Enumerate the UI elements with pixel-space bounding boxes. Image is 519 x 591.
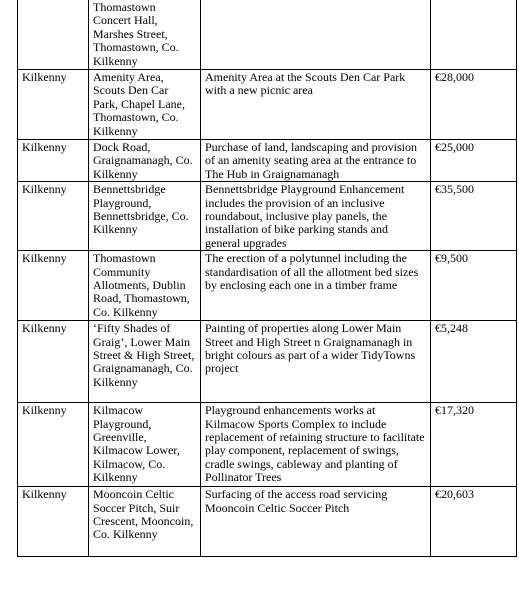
county-cell: Kilkenny (18, 321, 89, 403)
location-cell: Amenity Area, Scouts Den Car Park, Chapel Lane, Thomastown, Co. Kilkenny (89, 70, 201, 140)
description-cell: Bennettsbridge Playground Enhancement includes the provision of an inclusive roundabout, inclusive play panels, the installation of bike parking stands and general upgrades (201, 182, 431, 251)
county-cell (18, 0, 89, 70)
amount-cell: €17,320 (431, 403, 517, 487)
amount-cell: €35,500 (431, 182, 517, 251)
description-cell: Painting of properties along Lower Main Street and High Street n Graignamanagh in bright colours as part of a wider TidyTowns project (201, 321, 431, 403)
location-cell: Mooncoin Celtic Soccer Pitch, Suir Crescent, Mooncoin, Co. Kilkenny (89, 487, 201, 557)
location-cell: Dock Road, Graignamanagh, Co. Kilkenny (89, 140, 201, 182)
table-row (18, 70, 517, 140)
description-cell: Playground enhancements works at Kilmacow Sports Complex to include replacement of retaining structure to facilitate play component, replacement of swings, cradle swings, cableway and planting of Pollinator Trees (201, 403, 431, 487)
table-row (18, 403, 517, 487)
description-cell: Amenity Area at the Scouts Den Car Park with a new picnic area (201, 70, 431, 140)
description-cell (201, 0, 431, 70)
projects-table (17, 0, 517, 557)
description-cell: Purchase of land, landscaping and provision of an amenity seating area at the entrance to The Hub in Graignamanagh (201, 140, 431, 182)
description-cell: Surfacing of the access road servicing Mooncoin Celtic Soccer Pitch (201, 487, 431, 557)
county-cell: Kilkenny (18, 182, 89, 251)
table-row (18, 251, 517, 321)
county-cell: Kilkenny (18, 140, 89, 182)
table-row (18, 487, 517, 557)
amount-cell: €5,248 (431, 321, 517, 403)
table-row (18, 182, 517, 251)
table-row (18, 321, 517, 403)
amount-cell: €9,500 (431, 251, 517, 321)
county-cell: Kilkenny (18, 70, 89, 140)
location-cell: Bennettsbridge Playground, Bennettsbridge, Co. Kilkenny (89, 182, 201, 251)
table-row (18, 140, 517, 182)
county-cell: Kilkenny (18, 403, 89, 487)
county-cell: Kilkenny (18, 251, 89, 321)
location-cell: Thomastown Concert Hall, Marshes Street, Thomastown, Co. Kilkenny (89, 0, 201, 70)
location-cell: ‘Fifty Shades of Graig’, Lower Main Street & High Street, Graignamanagh, Co. Kilkenny (89, 321, 201, 403)
county-cell: Kilkenny (18, 487, 89, 557)
location-cell: Kilmacow Playground, Greenville, Kilmacow Lower, Kilmacow, Co. Kilkenny (89, 403, 201, 487)
table-row (18, 0, 517, 70)
description-cell: The erection of a polytunnel including the standardisation of all the allotment bed sizes by enclosing each one in a timber frame (201, 251, 431, 321)
amount-cell: €20,603 (431, 487, 517, 557)
amount-cell (431, 0, 517, 70)
location-cell: Thomastown Community Allotments, Dublin Road, Thomastown, Co. Kilkenny (89, 251, 201, 321)
amount-cell: €28,000 (431, 70, 517, 140)
amount-cell: €25,000 (431, 140, 517, 182)
